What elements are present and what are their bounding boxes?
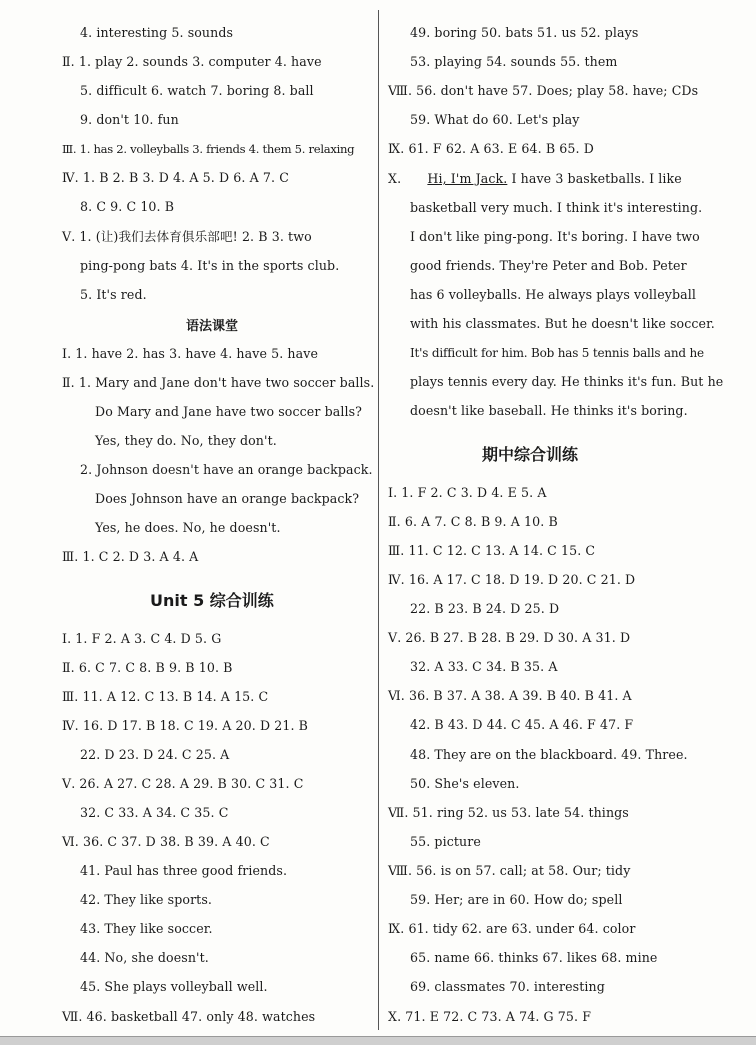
answer-line: Ⅶ. 51. ring 52. us 53. late 54. things bbox=[388, 805, 629, 820]
section-heading-grammar: 语法课堂 bbox=[186, 319, 239, 334]
section-heading-unit5: Unit 5 综合训练 bbox=[150, 591, 274, 610]
answer-line: Ⅲ. 11. C 12. C 13. A 14. C 15. C bbox=[388, 543, 596, 558]
answer-line: 45. She plays volleyball well. bbox=[80, 979, 268, 994]
answer-line: Ⅲ. 11. A 12. C 13. B 14. A 15. C bbox=[62, 689, 269, 704]
passage-line: has 6 volleyballs. He always plays volleyball bbox=[410, 287, 696, 302]
answer-line: Ⅰ. 1. F 2. A 3. C 4. D 5. G bbox=[62, 631, 222, 646]
answer-line: Ⅱ. 6. C 7. C 8. B 9. B 10. B bbox=[62, 660, 233, 675]
answer-line: 65. name 66. thinks 67. likes 68. mine bbox=[410, 950, 658, 965]
answer-line: 59. What do 60. Let's play bbox=[410, 112, 580, 127]
answer-line: Yes, he does. No, he doesn't. bbox=[95, 520, 281, 535]
answer-line: Does Johnson have an orange backpack? bbox=[95, 491, 360, 506]
answer-line: Ⅴ. 1. (让)我们去体育俱乐部吧! 2. B 3. two bbox=[62, 229, 312, 244]
answer-line: Ⅱ. 1. play 2. sounds 3. computer 4. have bbox=[62, 54, 322, 69]
answer-line bbox=[388, 170, 682, 188]
answer-line: 4. interesting 5. sounds bbox=[80, 25, 234, 40]
answer-line: 59. Her; are in 60. How do; spell bbox=[410, 892, 623, 907]
answer-line: 55. picture bbox=[410, 834, 481, 849]
answer-line: 42. B 43. D 44. C 45. A 46. F 47. F bbox=[410, 717, 634, 732]
answer-line: Ⅰ. 1. F 2. C 3. D 4. E 5. A bbox=[388, 485, 547, 500]
answer-line: Ⅴ. 26. A 27. C 28. A 29. B 30. C 31. C bbox=[62, 776, 304, 791]
answer-line: Ⅲ. 1. has 2. volleyballs 3. friends 4. them 5. relaxing bbox=[62, 142, 355, 156]
answer-line: 2. Johnson doesn't have an orange backpack. bbox=[80, 462, 373, 477]
answer-line: 42. They like sports. bbox=[80, 892, 213, 907]
answer-line: Ⅶ. 46. basketball 47. only 48. watches bbox=[62, 1009, 316, 1024]
answer-line: Ⅱ. 6. A 7. C 8. B 9. A 10. B bbox=[388, 514, 558, 529]
answer-line: Ⅳ. 16. D 17. B 18. C 19. A 20. D 21. B bbox=[62, 718, 309, 733]
answer-line: 49. boring 50. bats 51. us 52. plays bbox=[410, 25, 639, 40]
underlined-phrase: Hi, I'm Jack. bbox=[427, 171, 508, 186]
answer-line: 22. B 23. B 24. D 25. D bbox=[410, 601, 560, 616]
section-heading-midterm: 期中综合训练 bbox=[482, 445, 579, 464]
answer-line: Ⅲ. 1. C 2. D 3. A 4. A bbox=[62, 549, 199, 564]
answer-line: 32. A 33. C 34. B 35. A bbox=[410, 659, 558, 674]
passage-line: plays tennis every day. He thinks it's fun. But he bbox=[410, 374, 724, 389]
answer-line: 44. No, she doesn't. bbox=[80, 950, 209, 965]
answer-line: 32. C 33. A 34. C 35. C bbox=[80, 805, 229, 820]
answer-line: Ⅱ. 1. Mary and Jane don't have two soccer balls. bbox=[62, 375, 375, 390]
answer-line: Ⅷ. 56. don't have 57. Does; play 58. have; CDs bbox=[388, 83, 699, 98]
answer-line: Yes, they do. No, they don't. bbox=[95, 433, 277, 448]
answer-line: 41. Paul has three good friends. bbox=[80, 863, 288, 878]
answer-line: 5. difficult 6. watch 7. boring 8. ball bbox=[80, 83, 314, 98]
answer-line: 50. She's eleven. bbox=[410, 776, 520, 791]
answer-line: Ⅸ. 61. tidy 62. are 63. under 64. color bbox=[388, 921, 636, 936]
passage-line: good friends. They're Peter and Bob. Peter bbox=[410, 258, 687, 273]
answer-line: 48. They are on the blackboard. 49. Three. bbox=[410, 747, 688, 762]
passage-line: with his classmates. But he doesn't like soccer. bbox=[410, 316, 715, 331]
answer-line: Ⅵ. 36. C 37. D 38. B 39. A 40. C bbox=[62, 834, 270, 849]
answer-line: 5. It's red. bbox=[80, 287, 147, 302]
answer-line: 53. playing 54. sounds 55. them bbox=[410, 54, 618, 69]
passage-line: I don't like ping-pong. It's boring. I have two bbox=[410, 229, 700, 244]
column-divider bbox=[378, 10, 379, 1030]
passage-line: It's difficult for him. Bob has 5 tennis balls and he bbox=[410, 346, 704, 360]
answer-line: Ⅳ. 16. A 17. C 18. D 19. D 20. C 21. D bbox=[388, 572, 636, 587]
answer-line: 69. classmates 70. interesting bbox=[410, 979, 605, 994]
answer-line: 22. D 23. D 24. C 25. A bbox=[80, 747, 230, 762]
answer-line: 9. don't 10. fun bbox=[80, 112, 179, 127]
passage-line: basketball very much. I think it's interesting. bbox=[410, 200, 703, 215]
answer-line: Ⅴ. 26. B 27. B 28. B 29. D 30. A 31. D bbox=[388, 630, 631, 645]
answer-line: ping-pong bats 4. It's in the sports club. bbox=[80, 258, 340, 273]
passage-text: I have 3 basketballs. I like bbox=[507, 171, 682, 186]
section-label: Ⅹ. bbox=[388, 171, 402, 186]
answer-line: Ⅹ. 71. E 72. C 73. A 74. G 75. F bbox=[388, 1009, 592, 1024]
answer-line: Ⅰ. 1. have 2. has 3. have 4. have 5. have bbox=[62, 346, 319, 361]
answer-line: Do Mary and Jane have two soccer balls? bbox=[95, 404, 363, 419]
answer-line: Ⅵ. 36. B 37. A 38. A 39. B 40. B 41. A bbox=[388, 688, 632, 703]
answer-line: Ⅳ. 1. B 2. B 3. D 4. A 5. D 6. A 7. C bbox=[62, 170, 289, 185]
answer-line: 8. C 9. C 10. B bbox=[80, 199, 175, 214]
answer-line: Ⅷ. 56. is on 57. call; at 58. Our; tidy bbox=[388, 863, 631, 878]
passage-line: doesn't like baseball. He thinks it's boring. bbox=[410, 403, 688, 418]
answer-line: Ⅸ. 61. F 62. A 63. E 64. B 65. D bbox=[388, 141, 594, 156]
answer-line: 43. They like soccer. bbox=[80, 921, 213, 936]
